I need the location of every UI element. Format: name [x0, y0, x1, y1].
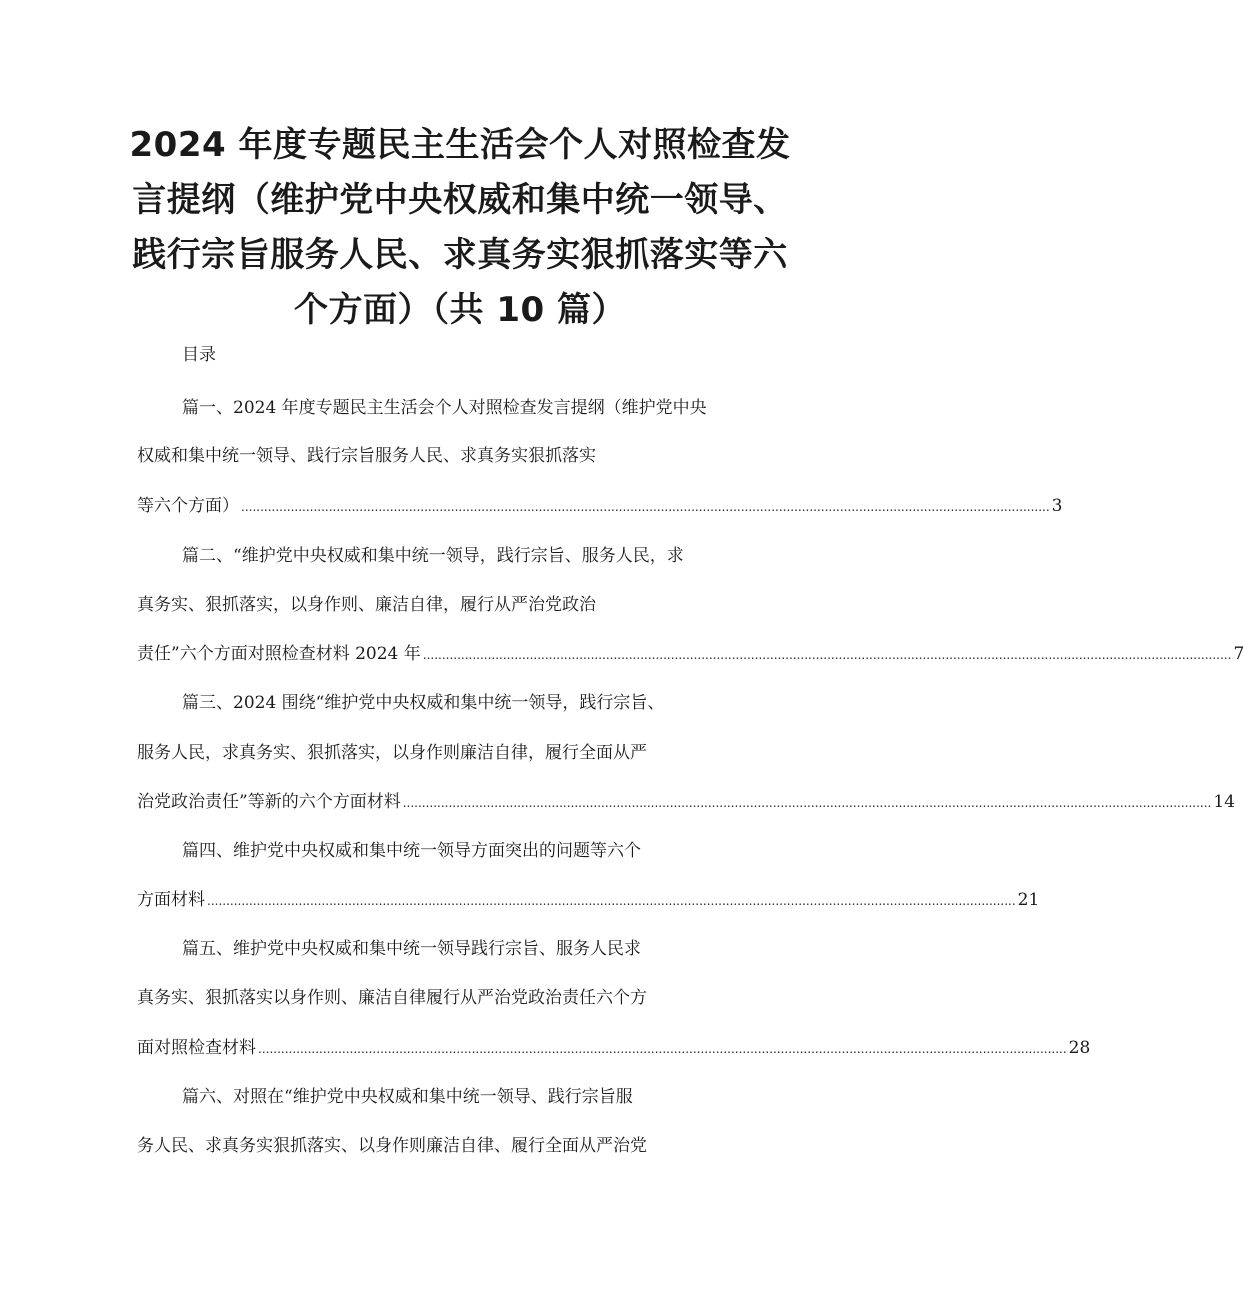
- toc-entry-line[interactable]: 务人民、求真务实狠抓落实、以身作则廉洁自律、履行全面从严治党: [137, 1136, 647, 1156]
- toc-entry-line[interactable]: 权威和集中统一领导、践行宗旨服务人民、求真务实狠抓落实: [137, 446, 596, 466]
- toc-entry-line[interactable]: 篇二、“维护党中央权威和集中统一领导，践行宗旨、服务人民，求: [182, 546, 684, 566]
- title-line: 2024 年度专题民主生活会个人对照检查发: [129, 125, 791, 165]
- toc-entry-line[interactable]: 篇四、维护党中央权威和集中统一领导方面突出的问题等六个: [182, 841, 641, 861]
- toc-page-number: 7: [1233, 644, 1244, 664]
- toc-entry-last-line[interactable]: [137, 789, 1236, 816]
- toc-entry-last-line[interactable]: [137, 1035, 1091, 1062]
- toc-entry-text: 方面材料: [137, 890, 205, 910]
- toc-entry-text: 治党政治责任”等新的六个方面材料: [137, 792, 401, 812]
- dot-leader: ....................................................................................................................................................................................................................: [422, 648, 1232, 662]
- toc-entry-line[interactable]: 篇三、2024 围绕“维护党中央权威和集中统一领导，践行宗旨、: [182, 693, 665, 713]
- dot-leader: ....................................................................................................................................................................................................................: [258, 1042, 1067, 1056]
- dot-leader: ....................................................................................................................................................................................................................: [207, 894, 1016, 908]
- toc-entry-line[interactable]: 真务实、狠抓落实以身作则、廉洁自律履行从严治党政治责任六个方: [137, 988, 647, 1008]
- document-title: [120, 118, 800, 338]
- toc-page-number: 14: [1213, 792, 1236, 812]
- title-line: 言提纲（维护党中央权威和集中统一领导、: [132, 180, 788, 220]
- toc-entry-line[interactable]: 篇一、2024 年度专题民主生活会个人对照检查发言提纲（维护党中央: [182, 398, 707, 418]
- toc-entry-text: 等六个方面）: [137, 496, 239, 516]
- toc-entry-text: 责任”六个方面对照检查材料 2024 年: [137, 644, 421, 664]
- dot-leader: ....................................................................................................................................................................................................................: [402, 796, 1212, 810]
- toc-page-number: 28: [1068, 1038, 1091, 1058]
- toc-entry-last-line[interactable]: [137, 641, 1244, 668]
- toc-heading: 目录: [182, 345, 216, 365]
- toc-entry-line[interactable]: 真务实、狠抓落实，以身作则、廉洁自律，履行从严治党政治: [137, 595, 596, 615]
- title-line: 践行宗旨服务人民、求真务实狠抓落实等六: [132, 235, 788, 275]
- toc-page-number: 21: [1017, 890, 1040, 910]
- toc-entry-text: 面对照检查材料: [137, 1038, 256, 1058]
- toc-entry-line[interactable]: 服务人民，求真务实、狠抓落实，以身作则廉洁自律，履行全面从严: [137, 743, 647, 763]
- toc-entry-last-line[interactable]: [137, 887, 1040, 914]
- dot-leader: ....................................................................................................................................................................................................................: [241, 500, 1050, 514]
- toc-page-number: 3: [1051, 496, 1063, 516]
- toc-entry-last-line[interactable]: [137, 493, 1063, 520]
- toc-entry-line[interactable]: 篇五、维护党中央权威和集中统一领导践行宗旨、服务人民求: [182, 939, 641, 959]
- title-line: 个方面）（共 10 篇）: [294, 290, 626, 330]
- toc-entry-line[interactable]: 篇六、对照在“维护党中央权威和集中统一领导、践行宗旨服: [182, 1087, 633, 1107]
